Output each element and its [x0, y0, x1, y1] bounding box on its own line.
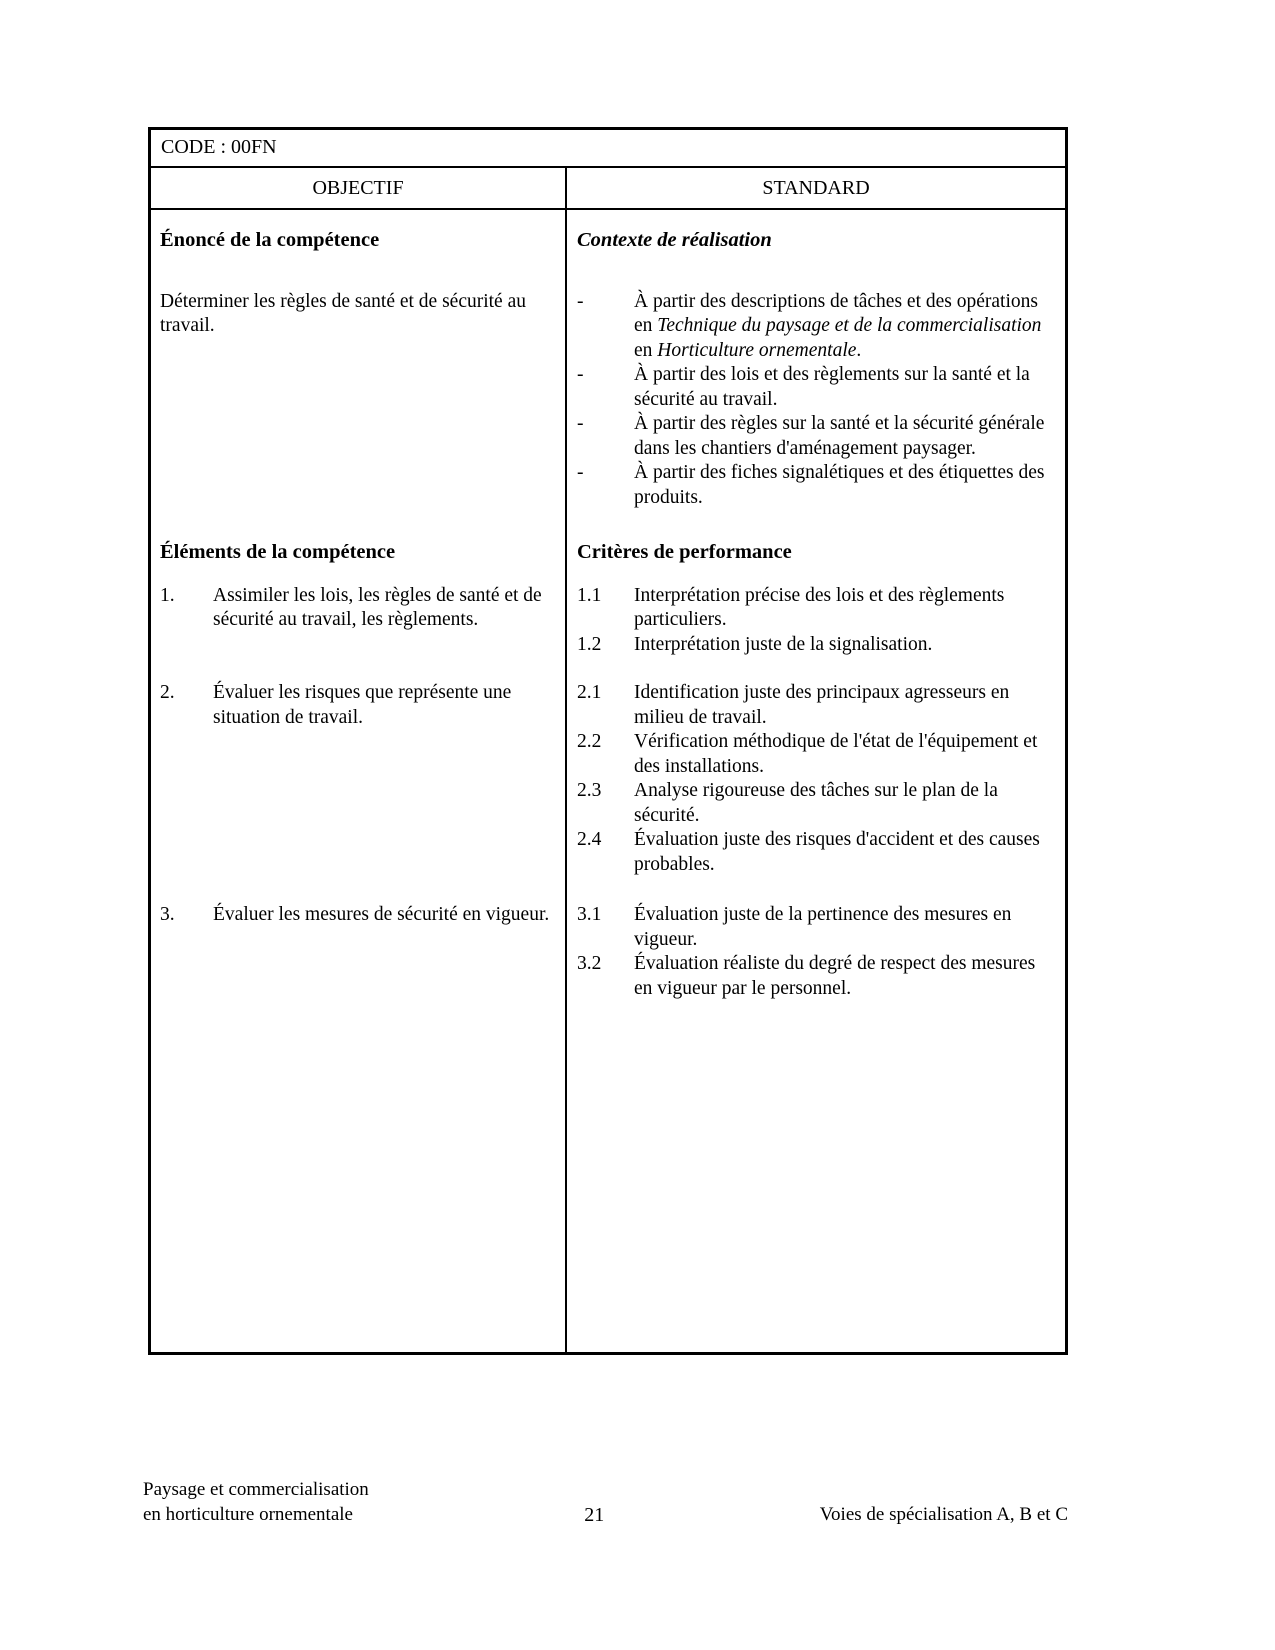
- criterion-number: 2.4: [577, 829, 602, 850]
- criteria-group: [565, 566, 1065, 658]
- contexte-item: [577, 412, 1053, 461]
- criteres-title: Critères de performance: [577, 541, 792, 563]
- contexte-dash: -: [577, 364, 584, 385]
- contexte-text: [634, 290, 1053, 364]
- contexte-text-italic: Technique du paysage et de la commercialisation: [657, 315, 1042, 336]
- element-cell: [151, 657, 565, 877]
- element-cell: [151, 566, 565, 658]
- element-item: [160, 681, 551, 730]
- criterion-item: [577, 828, 1053, 877]
- contexte-title: Contexte de réalisation: [577, 229, 772, 251]
- contexte-list: [565, 254, 1065, 511]
- criterion-text: Interprétation juste de la signalisation.: [634, 633, 933, 655]
- criterion-number: 2.3: [577, 780, 602, 801]
- contexte-text-italic: Horticulture ornementale: [657, 339, 857, 361]
- code-row: [151, 130, 1065, 168]
- criterion-item: [577, 903, 1053, 952]
- criterion-text: Évaluation juste des risques d'accident et des causes probables.: [634, 829, 1040, 875]
- criterion-item: [577, 952, 1053, 1001]
- element-number: 2.: [160, 682, 175, 703]
- criterion-text: Vérification méthodique de l'état de l'équipement et des installations.: [634, 731, 1038, 777]
- header-standard: STANDARD: [565, 168, 1065, 208]
- contexte-title-cell: [565, 210, 1065, 254]
- criterion-number: 3.1: [577, 904, 602, 925]
- contexte-item: [577, 461, 1053, 510]
- element-cell: [151, 877, 565, 1001]
- footer-left-line1: Paysage et commercialisation: [143, 1479, 369, 1500]
- footer-left: [143, 1478, 369, 1527]
- contexte-dash: -: [577, 413, 584, 434]
- criterion-number: 1.2: [577, 633, 602, 655]
- criterion-number: 2.1: [577, 682, 602, 703]
- page-number: 21: [584, 1503, 605, 1526]
- criteria-group: [565, 877, 1065, 1001]
- contexte-dash: -: [577, 290, 584, 312]
- page-footer: [143, 1478, 1068, 1527]
- enonce-title-cell: [151, 210, 565, 254]
- elements-title: Éléments de la compétence: [160, 541, 396, 563]
- criterion-number: 2.2: [577, 731, 602, 752]
- element-text: Évaluer les risques que représente une situation de travail.: [213, 682, 512, 728]
- criterion-item: [577, 730, 1053, 779]
- column-headers: [151, 168, 1065, 210]
- filler-cell-left: [151, 1001, 565, 1352]
- contexte-text: À partir des fiches signalétiques et des étiquettes des produits.: [634, 462, 1045, 508]
- filler-cell-right: [565, 1001, 1065, 1352]
- enonce-body-cell: [151, 254, 565, 511]
- contexte-item: [577, 290, 1053, 364]
- code-label: CODE : 00FN: [161, 136, 277, 158]
- criterion-text: Interprétation précise des lois et des règlements particuliers.: [634, 584, 1005, 630]
- competency-table: [148, 127, 1068, 1355]
- contexte-dash: -: [577, 462, 584, 483]
- header-objectif: OBJECTIF: [312, 177, 404, 199]
- contexte-text-part: .: [856, 339, 862, 361]
- contexte-text: À partir des règles sur la santé et la sécurité générale dans les chantiers d'aménagement paysager.: [634, 413, 1045, 459]
- contexte-text: À partir des lois et des règlements sur la santé et la sécurité au travail.: [634, 364, 1030, 410]
- criteres-title-cell: [565, 510, 1065, 566]
- criterion-text: Analyse rigoureuse des tâches sur le plan de la sécurité.: [634, 780, 998, 826]
- criterion-text: Identification juste des principaux agresseurs en milieu de travail.: [634, 682, 1010, 728]
- element-text: Assimiler les lois, les règles de santé et de sécurité au travail, les règlements.: [213, 584, 542, 630]
- criterion-item: [577, 779, 1053, 828]
- contexte-text-part: en: [634, 339, 658, 361]
- element-number: 1.: [160, 584, 175, 606]
- criterion-number: 1.1: [577, 584, 602, 606]
- criterion-item: [577, 681, 1053, 730]
- contexte-item: [577, 363, 1053, 412]
- criterion-item: [577, 633, 1053, 658]
- element-text: Évaluer les mesures de sécurité en vigueur.: [213, 904, 550, 925]
- footer-right: Voies de spécialisation A, B et C: [819, 1503, 1068, 1525]
- element-item: [160, 584, 551, 633]
- criteria-group: [565, 657, 1065, 877]
- element-number: 3.: [160, 904, 175, 925]
- criterion-item: [577, 584, 1053, 633]
- footer-left-line2: en horticulture ornementale: [143, 1503, 353, 1525]
- enonce-title: Énoncé de la compétence: [160, 229, 380, 251]
- criterion-text: Évaluation réaliste du degré de respect des mesures en vigueur par le personnel.: [634, 953, 1036, 999]
- table-body: [151, 210, 1065, 1352]
- elements-title-cell: [151, 510, 565, 566]
- element-item: [160, 903, 551, 928]
- criterion-text: Évaluation juste de la pertinence des mesures en vigueur.: [634, 904, 1012, 950]
- enonce-body: Déterminer les règles de santé et de sécurité au travail.: [160, 290, 526, 336]
- criterion-number: 3.2: [577, 953, 602, 974]
- contexte-text-part: À partir des descriptions de tâches et des opérations en: [634, 290, 1038, 336]
